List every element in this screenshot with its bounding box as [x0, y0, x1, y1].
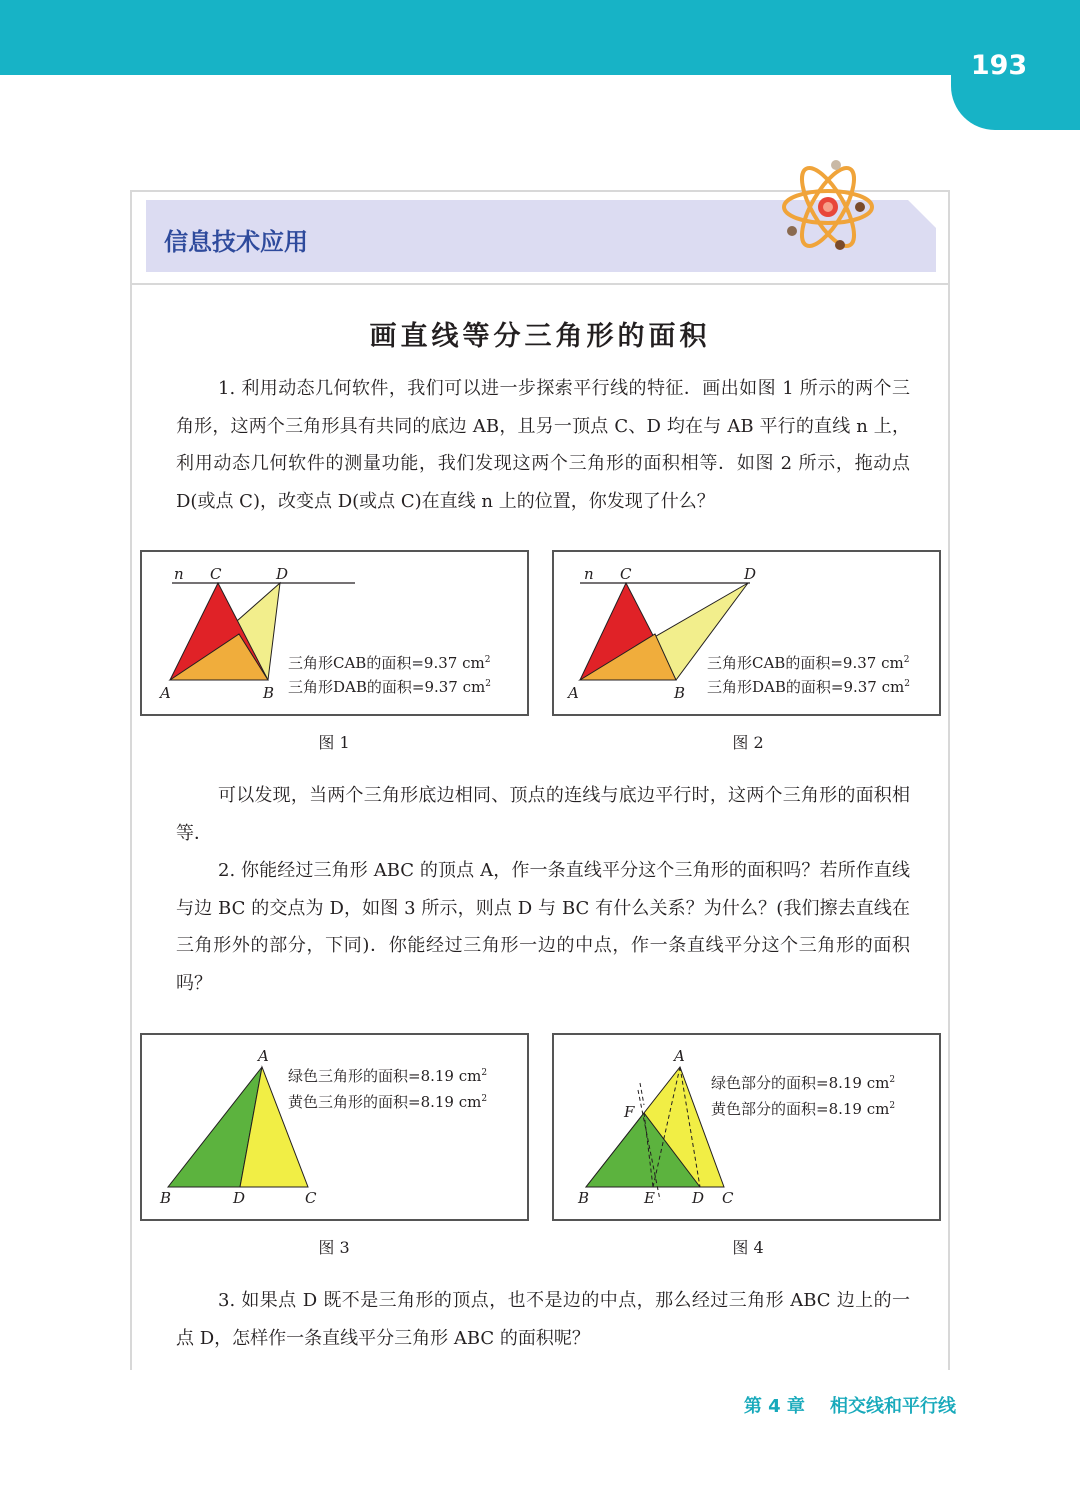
label-b: B: [160, 1189, 172, 1207]
page-number: 193: [970, 50, 1028, 81]
area-cab: 三角形CAB的面积=9.37 $cm^2$: [288, 654, 491, 672]
label-f: F: [624, 1103, 635, 1121]
area-dab: 三角形DAB的面积=9.37 $cm^2$: [707, 678, 910, 696]
article-title: 画直线等分三角形的面积: [369, 321, 711, 352]
figure-4-caption: 图 4: [732, 1238, 764, 1257]
label-c: C: [722, 1189, 734, 1207]
label-a: A: [160, 684, 171, 702]
label-b: B: [674, 684, 686, 702]
figure-4-diagram: [554, 1035, 943, 1223]
area-green: 绿色三角形的面积=8.19 $cm^2$: [288, 1067, 488, 1085]
label-n: n: [584, 565, 594, 583]
label-d: D: [233, 1189, 246, 1207]
label-n: n: [174, 565, 184, 583]
atom-icon: [778, 155, 878, 255]
area-yellow: 黄色三角形的面积=8.19 $cm^2$: [288, 1093, 488, 1111]
figure-3-caption: 图 3: [318, 1238, 350, 1257]
paragraph-3: 2. 你能经过三角形 ABC 的顶点 A，作一条直线平分这个三角形的面积吗？若所作直线与边 BC 的交点为 D，如图 3 所示，则点 D 与 BC 有什么关系？为什么？(我们擦去直线在三角形外的部分，下同)．你能经过三角形一边的中点，作一条直线平分这个三角形的面积吗？: [176, 860, 910, 994]
header-bar: [0, 0, 1080, 75]
figure-3: [140, 1033, 529, 1221]
label-c: C: [210, 565, 222, 583]
figure-2-caption: 图 2: [732, 733, 764, 752]
section-label: 信息技术应用: [164, 228, 308, 256]
area-cab: 三角形CAB的面积=9.37 $cm^2$: [707, 654, 910, 672]
label-b: B: [263, 684, 275, 702]
label-b: B: [578, 1189, 590, 1207]
paragraph-2: 可以发现，当两个三角形底边相同、顶点的连线与底边平行时，这两个三角形的面积相等．: [176, 785, 910, 844]
label-a: A: [258, 1047, 269, 1065]
chapter-title: 相交线和平行线: [830, 1396, 956, 1417]
label-a: A: [568, 684, 579, 702]
box-divider: [130, 283, 950, 285]
figure-1: [140, 550, 529, 716]
label-d: D: [276, 565, 289, 583]
label-d: D: [744, 565, 757, 583]
label-d: D: [692, 1189, 705, 1207]
area-dab: 三角形DAB的面积=9.37 $cm^2$: [288, 678, 491, 696]
figure-4: [552, 1033, 941, 1221]
label-a: A: [674, 1047, 685, 1065]
chapter-number: 第 4 章: [743, 1396, 805, 1417]
label-c: C: [305, 1189, 317, 1207]
paragraph-1: 1. 利用动态几何软件，我们可以进一步探索平行线的特征．画出如图 1 所示的两个三角形，这两个三角形具有共同的底边 AB，且另一顶点 C、D 均在与 AB 平行的直线 n 上，利用动态几何软件的测量功能，我们发现这两个三角形的面积相等．如图 2 所示，拖动点 D(或点 C)，改变点 D(或点 C)在直线 n 上的位置，你发现了什么？: [176, 378, 910, 512]
label-c: C: [620, 565, 632, 583]
figure-1-caption: 图 1: [318, 733, 350, 752]
paragraph-4: 3. 如果点 D 既不是三角形的顶点，也不是边的中点，那么经过三角形 ABC 边上的一点 D，怎样作一条直线平分三角形 ABC 的面积呢？: [176, 1290, 910, 1349]
area-green: 绿色部分的面积=8.19 $cm^2$: [711, 1074, 896, 1092]
label-e: E: [644, 1189, 655, 1207]
chapter-footer: [716, 1392, 956, 1418]
area-yellow: 黄色部分的面积=8.19 $cm^2$: [711, 1100, 896, 1118]
figure-2: [552, 550, 941, 716]
